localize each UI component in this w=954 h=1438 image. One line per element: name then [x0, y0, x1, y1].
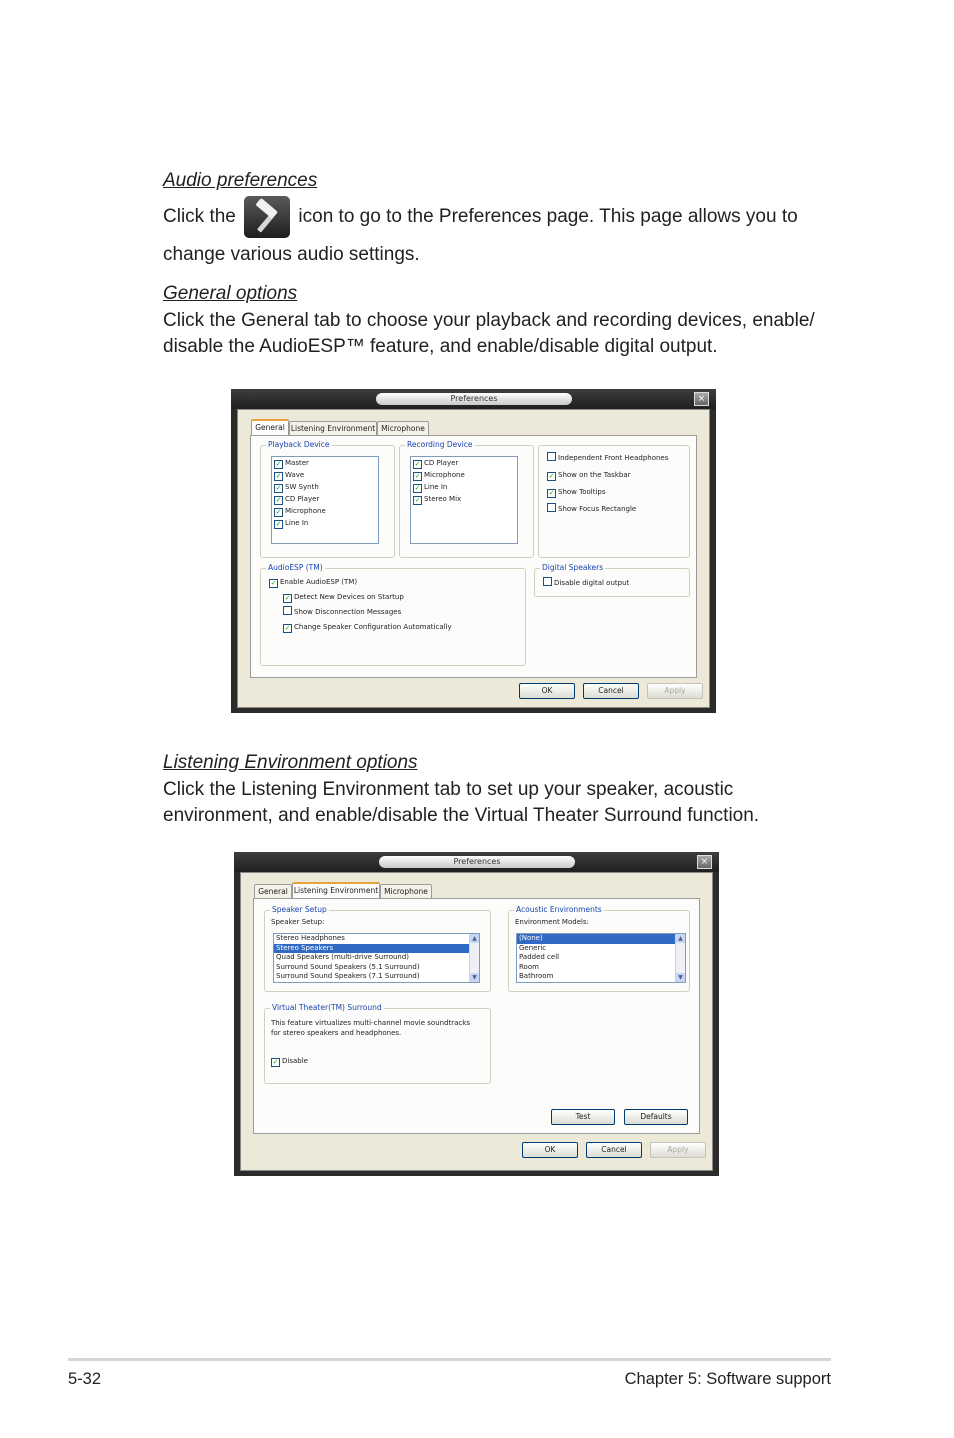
defaults-button[interactable]: Defaults — [624, 1109, 688, 1125]
enable-audioesp-checkbox-label: Enable AudioESP (TM) — [280, 578, 358, 586]
ok-button[interactable]: OK — [522, 1142, 578, 1158]
preferences-dialog-general — [231, 389, 716, 713]
playback-device-item[interactable] — [272, 517, 378, 529]
audio-preferences-text — [163, 196, 798, 238]
acoustic-environments-title: Acoustic Environments — [516, 905, 602, 914]
audioesp-sub-checkbox-label: Show Disconnection Messages — [294, 608, 402, 616]
recording-device-item[interactable] — [411, 469, 517, 481]
environment-models-label: Environment Models: — [515, 918, 589, 926]
checkbox-icon: ✓ — [284, 624, 291, 632]
general-option-checkbox-label: Independent Front Headphones — [558, 454, 669, 462]
playback-device-item-label: SW Synth — [285, 483, 319, 491]
dialog-title: Preferences — [376, 393, 572, 405]
speaker-setup-item[interactable]: Surround Sound Speakers (5.1 Surround) — [276, 962, 420, 971]
listening-options-line2: environment, and enable/disable the Virtual Theater Surround function. — [163, 805, 760, 826]
test-button[interactable]: Test — [551, 1109, 615, 1125]
checkbox-icon: ✓ — [414, 460, 421, 468]
general-options-heading: General options — [163, 283, 298, 304]
general-option-checkbox-label: Show Focus Rectangle — [558, 505, 637, 513]
recording-device-title: Recording Device — [407, 440, 473, 449]
checkbox-icon: ✓ — [270, 579, 277, 587]
playback-device-item[interactable] — [272, 481, 378, 493]
playback-device-item[interactable] — [272, 469, 378, 481]
ok-button[interactable]: OK — [519, 683, 575, 699]
preferences-dialog-listening — [234, 852, 719, 1176]
speaker-setup-item[interactable]: Quad Speakers (multi-drive Surround) — [276, 953, 410, 961]
general-option-checkbox[interactable] — [545, 486, 606, 498]
virtual-desc-line2: for stereo speakers and headphones. — [271, 1029, 402, 1037]
environment-model-item[interactable]: Room — [519, 962, 539, 971]
cancel-button[interactable]: Cancel — [583, 683, 639, 699]
virtual-desc-line1: This feature virtualizes multi-channel movie soundtracks — [271, 1019, 470, 1027]
checkbox-icon: ✓ — [275, 484, 282, 492]
playback-device-item-label: Line In — [285, 519, 309, 527]
audio-preferences-heading: Audio preferences — [163, 170, 318, 191]
environment-model-item[interactable]: (None) — [517, 934, 675, 944]
tab-general[interactable]: General — [254, 884, 292, 898]
tab-general[interactable]: General — [251, 419, 289, 436]
general-option-checkbox[interactable] — [545, 503, 636, 515]
general-option-checkbox[interactable] — [545, 469, 631, 481]
recording-device-group — [399, 440, 534, 558]
cancel-button[interactable]: Cancel — [586, 1142, 642, 1158]
recording-device-item-label: Stereo Mix — [424, 495, 462, 503]
checkbox-icon: ✓ — [548, 489, 555, 497]
speaker-setup-title: Speaker Setup — [272, 905, 327, 914]
environment-model-item[interactable]: Generic — [519, 943, 547, 952]
acoustic-environments-group — [508, 905, 690, 992]
general-option-checkbox-label: Show on the Taskbar — [558, 471, 631, 479]
checkbox-icon: ✓ — [548, 472, 555, 480]
playback-device-item[interactable] — [272, 505, 378, 517]
enable-audioesp-checkbox[interactable] — [267, 576, 357, 588]
digital-speakers-title: Digital Speakers — [542, 563, 604, 572]
checkbox-icon: ✓ — [275, 496, 282, 504]
scroll-up-icon[interactable]: ▲ — [470, 934, 479, 943]
close-button[interactable]: × — [697, 855, 712, 869]
checkbox-icon: ✓ — [275, 508, 282, 516]
footer-rule — [68, 1358, 831, 1361]
virtual-theater-title: Virtual Theater(TM) Surround — [272, 1003, 382, 1012]
recording-device-item[interactable] — [411, 481, 517, 493]
playback-device-title: Playback Device — [268, 440, 330, 449]
checkbox-icon: ✓ — [275, 472, 282, 480]
listening-options-line1: Click the Listening Environment tab to set up your speaker, acoustic — [163, 779, 734, 800]
playback-device-item-label: CD Player — [285, 495, 320, 503]
environment-models-list[interactable] — [516, 933, 686, 983]
scroll-up-icon[interactable]: ▲ — [676, 934, 685, 943]
apply-button[interactable]: Apply — [650, 1142, 706, 1158]
checkbox-icon — [543, 577, 552, 586]
general-tab-panel — [250, 435, 697, 678]
page-number: 5-32 — [68, 1370, 102, 1388]
acoustic-scrollbar[interactable] — [675, 934, 685, 982]
tab-listening-environment[interactable]: Listening Environment — [292, 882, 380, 899]
environment-model-item[interactable]: Bathroom — [519, 972, 554, 980]
playback-device-list[interactable] — [271, 456, 379, 544]
virtual-theater-group — [264, 1003, 491, 1084]
dialog-title: Preferences — [379, 856, 575, 868]
speaker-setup-item[interactable]: Stereo Speakers — [274, 944, 469, 954]
general-option-checkbox-label: Show Tooltips — [558, 488, 606, 496]
listening-tab-panel — [253, 898, 700, 1134]
speaker-scrollbar[interactable] — [469, 934, 479, 982]
checkbox-icon: ✓ — [272, 1058, 279, 1066]
playback-device-item[interactable] — [272, 493, 378, 505]
general-options-line2: disable the AudioESP™ feature, and enable/disable digital output. — [163, 336, 718, 357]
audioesp-sub-checkbox[interactable] — [281, 606, 401, 618]
checkbox-icon — [547, 452, 556, 461]
checkbox-icon — [283, 606, 292, 615]
scroll-down-icon[interactable]: ▼ — [676, 973, 685, 982]
playback-device-item-label: Microphone — [285, 507, 326, 515]
recording-device-item-label: Line In — [424, 483, 448, 491]
audioesp-sub-checkbox-label: Change Speaker Configuration Automatically — [294, 623, 452, 631]
audioesp-group — [260, 563, 526, 666]
audio-text-before: Click the — [163, 206, 236, 228]
dialog-titlebar — [234, 852, 719, 872]
speaker-setup-label: Speaker Setup: — [271, 918, 325, 926]
checkbox-icon — [547, 503, 556, 512]
recording-device-item-label: Microphone — [424, 471, 465, 479]
checkbox-icon: ✓ — [284, 594, 291, 602]
checkbox-icon: ✓ — [414, 472, 421, 480]
speaker-setup-item[interactable]: Surround Sound Speakers (7.1 Surround) — [276, 972, 420, 980]
dialog-client — [237, 409, 710, 708]
speaker-setup-item[interactable]: Stereo Headphones — [276, 934, 345, 942]
acoustic-items — [517, 934, 675, 982]
digital-speakers-group — [534, 563, 690, 597]
disable-digital-output-checkbox[interactable] — [543, 577, 629, 589]
audioesp-sub-checkbox-label: Detect New Devices on Startup — [294, 593, 404, 601]
listening-options-heading: Listening Environment options — [163, 752, 418, 773]
environment-model-item[interactable]: Padded cell — [519, 953, 560, 961]
checkbox-icon: ✓ — [414, 496, 421, 504]
recording-device-list[interactable] — [410, 456, 518, 544]
speaker-setup-group — [264, 905, 491, 992]
playback-items — [272, 457, 378, 529]
dialog-client — [240, 872, 713, 1171]
close-button[interactable]: × — [694, 392, 709, 406]
speaker-setup-list[interactable] — [273, 933, 480, 983]
general-options-line1: Click the General tab to choose your playback and recording devices, enable/ — [163, 310, 815, 331]
recording-items — [411, 457, 517, 505]
playback-device-group — [260, 440, 395, 558]
scroll-down-icon[interactable]: ▼ — [470, 973, 479, 982]
checkbox-icon: ✓ — [275, 520, 282, 528]
tab-microphone[interactable]: Microphone — [380, 884, 432, 898]
audioesp-sub-checkbox[interactable] — [281, 591, 404, 603]
audioesp-title: AudioESP (TM) — [268, 563, 323, 572]
tab-listening-environment[interactable]: Listening Environment — [289, 421, 377, 435]
audio-text-line2: change various audio settings. — [163, 244, 420, 265]
recording-device-item-label: CD Player — [424, 459, 459, 467]
checkbox-icon: ✓ — [275, 460, 282, 468]
playback-device-item-label: Wave — [285, 471, 305, 479]
checkbox-icon: ✓ — [414, 484, 421, 492]
speaker-items — [274, 934, 469, 982]
playback-device-item[interactable] — [272, 457, 378, 469]
dialog-titlebar — [231, 389, 716, 409]
audio-text-after: icon to go to the Preferences page. This page allows you to — [298, 206, 798, 228]
virtual-disable-label: Disable — [282, 1057, 308, 1065]
audioesp-sub-checkbox[interactable] — [281, 621, 452, 633]
apply-button[interactable]: Apply — [647, 683, 703, 699]
recording-device-item[interactable] — [411, 457, 517, 469]
hammer-icon — [244, 196, 290, 238]
disable-digital-output-label: Disable digital output — [554, 579, 630, 587]
recording-device-item[interactable] — [411, 493, 517, 505]
virtual-disable-checkbox[interactable] — [271, 1055, 308, 1067]
tab-microphone[interactable]: Microphone — [377, 421, 429, 435]
playback-device-item-label: Master — [285, 459, 309, 467]
general-options-group — [538, 445, 690, 558]
general-option-checkbox[interactable] — [545, 452, 668, 464]
chapter-title: Chapter 5: Software support — [624, 1370, 831, 1388]
